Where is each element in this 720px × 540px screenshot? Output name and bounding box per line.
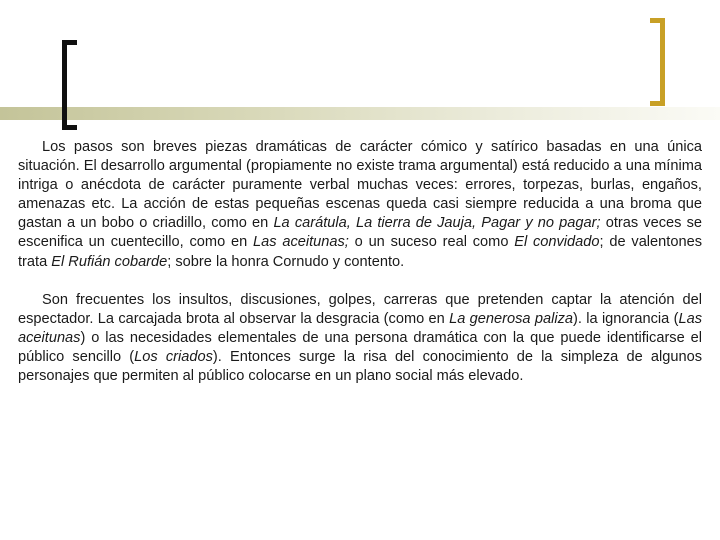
title-reference: El convidado	[514, 234, 600, 251]
title-reference: La carátula, La tierra de Jauja, Pagar y no pagar;	[273, 215, 601, 232]
title-reference: Las aceitunas;	[253, 234, 349, 251]
paragraph-text: Son frecuentes los insultos, discusiones, golpes, carreras que pretenden captar la atención del espectador. La carcajada brota al observar la desgracia (como en	[18, 291, 702, 327]
decorative-title-bar	[0, 107, 720, 120]
title-reference: El Rufián cobarde	[51, 253, 168, 270]
title-reference: La generosa paliza	[449, 310, 573, 327]
paragraph-text: ; sobre la honra Cornudo y contento.	[167, 253, 405, 270]
paragraph-text: Los pasos son breves piezas dramáticas de carácter cómico y satírico basadas en una única situación. El desarrollo argumental (propiamente no existe trama argumental) está reducido a una mínima intriga o anécdota de carácter puramente verbal muchas veces: errores, torpezas, burlas, engaños, amenazas etc. La acción de estas pequeñas escenas queda casi siempre reducida a una broma que gastan a un bobo o criadillo, como en	[18, 139, 702, 232]
paragraph-text: ). Entonces surge la risa del conocimiento de la simpleza de algunos personajes que permiten al público colocarse en un plano social más elevado.	[18, 348, 703, 385]
paragraph-text: ). la ignorancia (	[573, 310, 679, 327]
paragraph-text: ; de valentones trata	[18, 234, 702, 270]
paragraph-text: ) o las necesidades elementales de una persona dramática con la que puede identificarse el público sencillo (	[18, 329, 702, 365]
left-bracket-decoration	[62, 40, 77, 130]
paragraph-text: otras veces se escenifica un cuentecillo, como en	[18, 215, 702, 251]
right-bracket-decoration	[650, 18, 665, 106]
title-reference: Los criados	[134, 348, 213, 365]
paragraph-pasos	[18, 138, 702, 272]
title-reference: Las aceitunas	[18, 310, 703, 346]
paragraph-comicidad	[18, 291, 702, 386]
paragraph-text: o un suceso real como	[348, 234, 515, 251]
slide-body	[18, 138, 702, 405]
